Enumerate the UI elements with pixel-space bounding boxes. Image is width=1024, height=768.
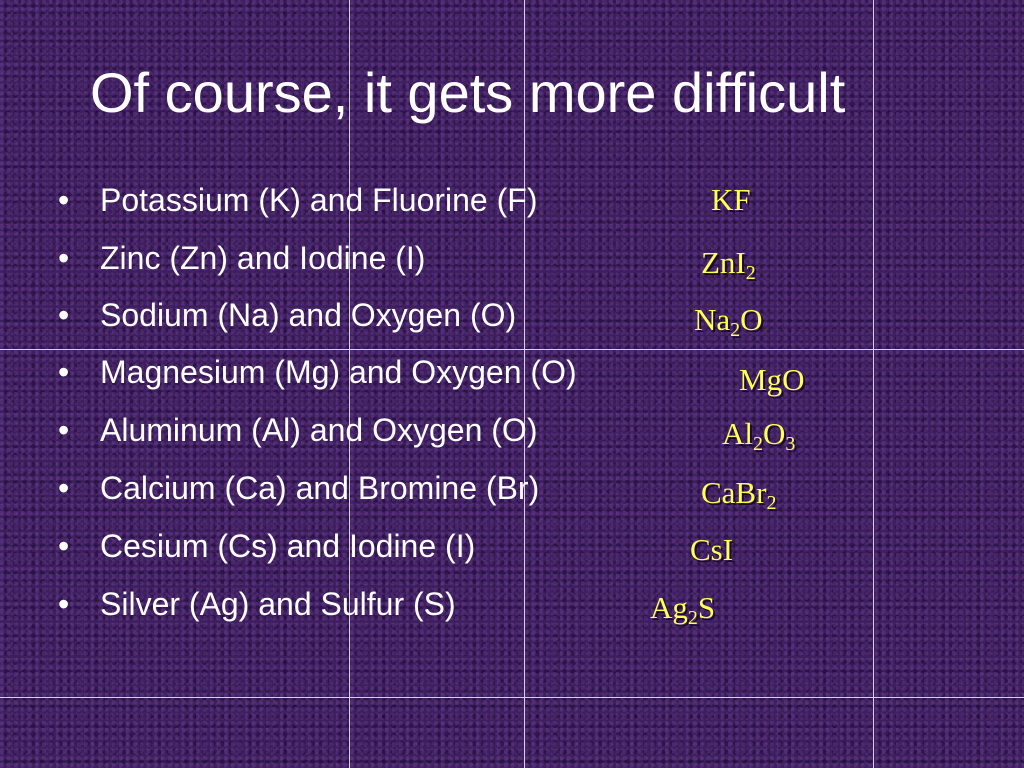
formula-part: O bbox=[763, 416, 786, 451]
formula-part: CaBr bbox=[701, 475, 767, 510]
chemical-formula bbox=[722, 414, 795, 454]
grid-line bbox=[0, 349, 1024, 350]
item-text: Cesium (Cs) and Iodine (I) bbox=[100, 528, 476, 564]
chemical-formula bbox=[701, 243, 756, 283]
list-item bbox=[58, 352, 577, 392]
item-text: Aluminum (Al) and Oxygen (O) bbox=[100, 412, 538, 448]
bullet-marker: • bbox=[58, 586, 70, 622]
formula-part: Ag bbox=[650, 590, 688, 625]
slide-title: Of course, it gets more difficult bbox=[90, 61, 846, 124]
formula-subscript: 2 bbox=[687, 607, 698, 629]
chemical-formula bbox=[690, 530, 733, 570]
list-item bbox=[58, 468, 539, 508]
formula-part: ZnI bbox=[701, 245, 746, 280]
grid-line bbox=[873, 0, 874, 768]
item-text: Magnesium (Mg) and Oxygen (O) bbox=[100, 354, 577, 390]
formula-subscript: 2 bbox=[753, 433, 763, 455]
item-text: Zinc (Zn) and Iodine (I) bbox=[100, 240, 426, 276]
item-text: Silver (Ag) and Sulfur (S) bbox=[100, 586, 456, 622]
item-text: Calcium (Ca) and Bromine (Br) bbox=[100, 470, 540, 506]
chemical-formula bbox=[739, 360, 804, 400]
chemical-formula bbox=[701, 473, 776, 513]
bullet-marker: • bbox=[58, 412, 70, 448]
chemical-formula bbox=[650, 588, 715, 628]
formula-subscript: 2 bbox=[730, 319, 741, 341]
list-item bbox=[58, 584, 456, 624]
item-text: Potassium (K) and Fluorine (F) bbox=[100, 182, 538, 218]
list-item bbox=[58, 526, 475, 566]
chemical-formula bbox=[694, 300, 763, 340]
formula-part: CsI bbox=[690, 532, 734, 567]
bullet-marker: • bbox=[58, 240, 70, 276]
bullet-marker: • bbox=[58, 528, 70, 564]
list-item bbox=[58, 410, 537, 450]
formula-part: Al bbox=[722, 416, 753, 451]
item-text: Sodium (Na) and Oxygen (O) bbox=[100, 297, 517, 333]
formula-part: O bbox=[740, 302, 763, 337]
formula-part: MgO bbox=[739, 362, 805, 397]
bullet-marker: • bbox=[58, 354, 70, 390]
formula-subscript: 2 bbox=[745, 262, 756, 284]
formula-part: Na bbox=[694, 302, 731, 337]
formula-subscript: 2 bbox=[766, 492, 777, 514]
list-item bbox=[58, 238, 425, 278]
formula-subscript: 3 bbox=[785, 433, 796, 455]
chemical-formula bbox=[711, 180, 751, 220]
grid-line bbox=[0, 697, 1024, 698]
list-item bbox=[58, 295, 516, 335]
formula-part: KF bbox=[711, 182, 751, 217]
formula-part: S bbox=[697, 590, 716, 625]
bullet-marker: • bbox=[58, 182, 70, 218]
list-item bbox=[58, 180, 537, 220]
bullet-marker: • bbox=[58, 470, 70, 506]
bullet-marker: • bbox=[58, 297, 70, 333]
